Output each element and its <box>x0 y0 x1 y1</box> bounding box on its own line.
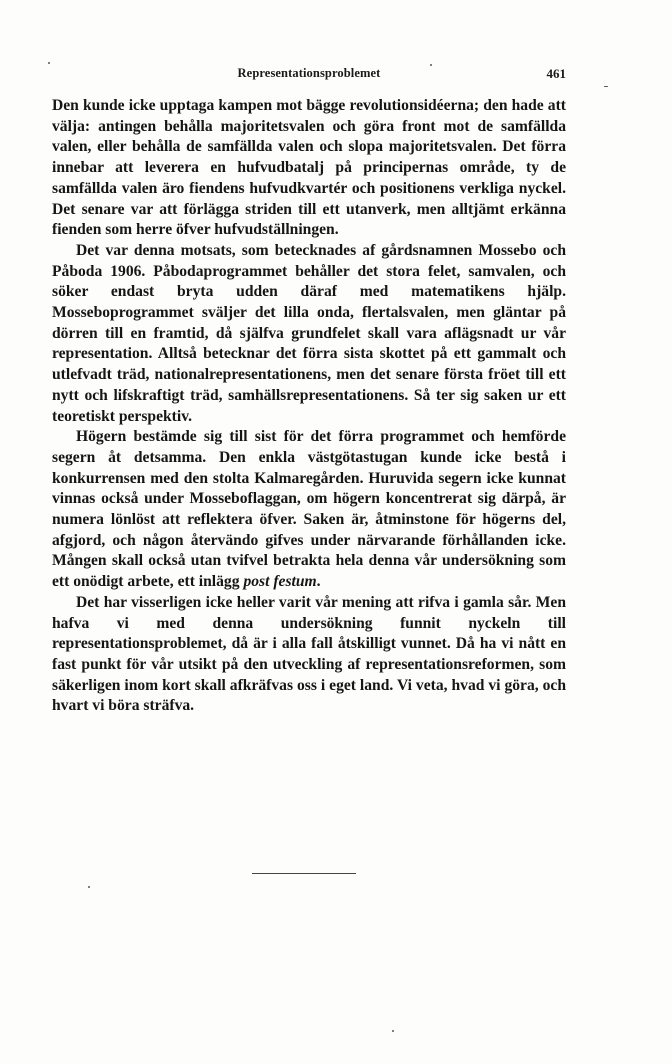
paragraph-2 <box>52 241 566 427</box>
print-speck <box>48 62 50 64</box>
paragraph-3-end: . <box>316 573 321 591</box>
body-text <box>52 96 566 717</box>
running-head <box>52 66 566 82</box>
paragraph-4-text: Det har visserligen icke heller varit vår mening att rifva i gamla sår. Men hafva vi med denna undersökning funnit nyckeln till representationsproblemet, då är i alla fall åtskilligt vunnet. Då ha vi nått en fast punkt för vår utsikt på den utveckling af representationsreformen, som säkerligen inom kort skall afkräfvas oss i eget land. Vi veta, hvad vi göra, och hvart vi böra sträfva. <box>52 593 566 715</box>
print-speck <box>392 1030 394 1032</box>
paragraph-3 <box>52 427 566 593</box>
paragraph-1-text: Den kunde icke upptaga kampen mot bägge revolutionsidéerna; den hade att välja: antingen behålla majoritetsvalen och göra front mot de samfällda valen, eller behålla de samfällda valen och slopa majoritetsvalen. Det förra innebar att leverera en hufvudbatalj på principernas område, ty de samfällda valen äro fiendens hufvudkvartér och positionens verkliga nyckel. Det senare var att förlägga striden till ett utanverk, men alltjämt erkänna fienden som herre öfver hufvudställningen. <box>52 97 566 239</box>
paragraph-1 <box>52 96 566 241</box>
print-speck <box>604 86 608 87</box>
paragraph-4 <box>52 593 566 717</box>
page-number: 461 <box>546 66 566 81</box>
print-speck <box>88 886 90 888</box>
paragraph-2-text: Det var denna motsats, som betecknades af gårdsnamnen Mossebo och Påboda 1906. Påbodaprogrammet behåller det stora felet, samvalen, och söker endast bryta udden däraf med matematikens hjälp. Mosseboprogrammet sväljer det lilla onda, flertalsvalen, men gläntar på dörren till en framtid, då själfva grundfelet skall vara aflägsnadt ur vår representation. Alltså betecknar det förra sista skottet på ett gammalt och utlefvadt träd, nationalrepresentationens, men det senare första fröet till ett nytt och lifskraftigt träd, samhällsrepresentationens. Så ter sig saken ur ett teoretiskt perspektiv. <box>52 241 566 425</box>
running-title: Representationsproblemet <box>237 66 381 80</box>
section-end-rule <box>252 873 356 874</box>
print-speck <box>430 64 432 66</box>
paragraph-3-text: Högern bestämde sig till sist för det förra programmet och hemförde segern åt detsamma. Den enkla västgötastugan kunde icke bestå i konkurrensen med den stolta Kalmaregården. Huruvida segern icke kunnat vinnas också under Mosseboflaggan, om högern koncentrerat sig därpå, är numera lönlöst att reflektera öfver. Saken är, åtminstone för högerns del, afgjord, och någon återvändo gifves under närvarande förhållanden icke. Mången skall också utan tvifvel betrakta hela denna vår undersökning som ett onödigt arbete, ett inlägg <box>52 428 566 591</box>
paragraph-3-italic: post festum <box>243 573 317 591</box>
